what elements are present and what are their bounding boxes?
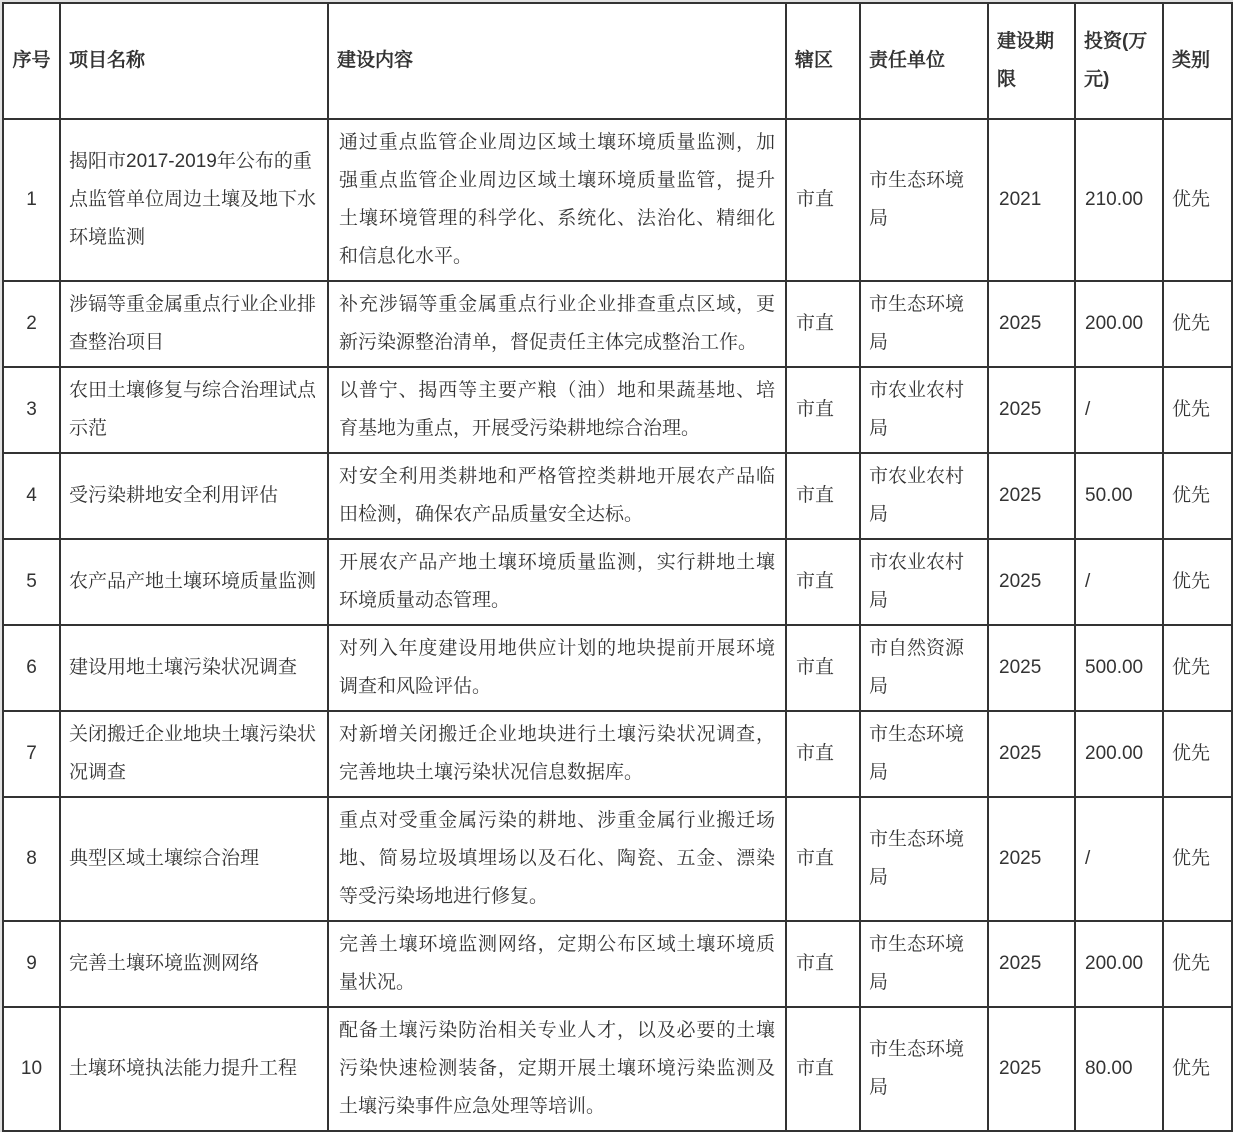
cell-investment: 200.00 [1075, 921, 1163, 1007]
cell-unit: 市生态环境局 [860, 797, 988, 921]
cell-category: 优先 [1163, 367, 1232, 453]
cell-district: 市直 [786, 453, 860, 539]
cell-category: 优先 [1163, 539, 1232, 625]
cell-name: 完善土壤环境监测网络 [60, 921, 328, 1007]
cell-period: 2025 [988, 921, 1075, 1007]
cell-period: 2025 [988, 625, 1075, 711]
cell-index: 10 [3, 1007, 60, 1131]
cell-unit: 市农业农村局 [860, 453, 988, 539]
cell-unit: 市生态环境局 [860, 1007, 988, 1131]
table-row [3, 921, 1232, 1007]
table-row [3, 625, 1232, 711]
cell-index: 3 [3, 367, 60, 453]
col-header-content: 建设内容 [328, 3, 786, 119]
cell-period: 2025 [988, 1007, 1075, 1131]
cell-content: 对新增关闭搬迁企业地块进行土壤污染状况调查，完善地块土壤污染状况信息数据库。 [328, 711, 786, 797]
header-row [3, 3, 1232, 119]
cell-index: 1 [3, 119, 60, 281]
cell-district: 市直 [786, 1007, 860, 1131]
cell-district: 市直 [786, 539, 860, 625]
cell-investment: / [1075, 797, 1163, 921]
cell-category: 优先 [1163, 797, 1232, 921]
cell-index: 4 [3, 453, 60, 539]
cell-category: 优先 [1163, 711, 1232, 797]
cell-investment: 210.00 [1075, 119, 1163, 281]
cell-name: 受污染耕地安全利用评估 [60, 453, 328, 539]
cell-content: 完善土壤环境监测网络，定期公布区域土壤环境质量状况。 [328, 921, 786, 1007]
cell-category: 优先 [1163, 625, 1232, 711]
cell-content: 开展农产品产地土壤环境质量监测，实行耕地土壤环境质量动态管理。 [328, 539, 786, 625]
projects-table [2, 2, 1233, 1132]
cell-investment: / [1075, 367, 1163, 453]
table-row [3, 119, 1232, 281]
cell-unit: 市生态环境局 [860, 921, 988, 1007]
col-header-index: 序号 [3, 3, 60, 119]
cell-content: 对列入年度建设用地供应计划的地块提前开展环境调查和风险评估。 [328, 625, 786, 711]
cell-period: 2025 [988, 711, 1075, 797]
cell-name: 农田土壤修复与综合治理试点示范 [60, 367, 328, 453]
table-row [3, 1007, 1232, 1131]
cell-category: 优先 [1163, 281, 1232, 367]
cell-name: 土壤环境执法能力提升工程 [60, 1007, 328, 1131]
cell-index: 7 [3, 711, 60, 797]
cell-period: 2025 [988, 539, 1075, 625]
cell-category: 优先 [1163, 453, 1232, 539]
col-header-unit: 责任单位 [860, 3, 988, 119]
cell-name: 揭阳市2017-2019年公布的重点监管单位周边土壤及地下水环境监测 [60, 119, 328, 281]
cell-unit: 市农业农村局 [860, 539, 988, 625]
table-row [3, 453, 1232, 539]
cell-district: 市直 [786, 797, 860, 921]
cell-category: 优先 [1163, 1007, 1232, 1131]
cell-content: 配备土壤污染防治相关专业人才，以及必要的土壤污染快速检测装备，定期开展土壤环境污染监测及土壤污染事件应急处理等培训。 [328, 1007, 786, 1131]
cell-district: 市直 [786, 711, 860, 797]
cell-content: 重点对受重金属污染的耕地、涉重金属行业搬迁场地、简易垃圾填埋场以及石化、陶瓷、五金、漂染等受污染场地进行修复。 [328, 797, 786, 921]
cell-period: 2025 [988, 281, 1075, 367]
cell-index: 8 [3, 797, 60, 921]
cell-period: 2025 [988, 797, 1075, 921]
cell-index: 5 [3, 539, 60, 625]
cell-name: 建设用地土壤污染状况调查 [60, 625, 328, 711]
table-row [3, 281, 1232, 367]
col-header-district: 辖区 [786, 3, 860, 119]
cell-district: 市直 [786, 119, 860, 281]
cell-unit: 市生态环境局 [860, 119, 988, 281]
col-header-period: 建设期限 [988, 3, 1075, 119]
table-row [3, 797, 1232, 921]
col-header-investment: 投资(万元) [1075, 3, 1163, 119]
cell-name: 典型区域土壤综合治理 [60, 797, 328, 921]
cell-index: 9 [3, 921, 60, 1007]
cell-name: 关闭搬迁企业地块土壤污染状况调查 [60, 711, 328, 797]
cell-content: 以普宁、揭西等主要产粮（油）地和果蔬基地、培育基地为重点，开展受污染耕地综合治理。 [328, 367, 786, 453]
cell-unit: 市自然资源局 [860, 625, 988, 711]
col-header-name: 项目名称 [60, 3, 328, 119]
table-row [3, 367, 1232, 453]
cell-district: 市直 [786, 281, 860, 367]
cell-investment: 200.00 [1075, 281, 1163, 367]
cell-content: 对安全利用类耕地和严格管控类耕地开展农产品临田检测，确保农产品质量安全达标。 [328, 453, 786, 539]
cell-category: 优先 [1163, 921, 1232, 1007]
cell-category: 优先 [1163, 119, 1232, 281]
cell-period: 2021 [988, 119, 1075, 281]
cell-unit: 市生态环境局 [860, 281, 988, 367]
col-header-category: 类别 [1163, 3, 1232, 119]
table-row [3, 539, 1232, 625]
cell-investment: 80.00 [1075, 1007, 1163, 1131]
cell-district: 市直 [786, 921, 860, 1007]
cell-period: 2025 [988, 453, 1075, 539]
table-row [3, 711, 1232, 797]
cell-name: 涉镉等重金属重点行业企业排查整治项目 [60, 281, 328, 367]
cell-district: 市直 [786, 367, 860, 453]
cell-unit: 市生态环境局 [860, 711, 988, 797]
cell-period: 2025 [988, 367, 1075, 453]
cell-content: 通过重点监管企业周边区域土壤环境质量监测，加强重点监管企业周边区域土壤环境质量监管，提升土壤环境管理的科学化、系统化、法治化、精细化和信息化水平。 [328, 119, 786, 281]
cell-district: 市直 [786, 625, 860, 711]
cell-investment: 500.00 [1075, 625, 1163, 711]
cell-investment: / [1075, 539, 1163, 625]
cell-investment: 50.00 [1075, 453, 1163, 539]
cell-index: 2 [3, 281, 60, 367]
cell-index: 6 [3, 625, 60, 711]
cell-unit: 市农业农村局 [860, 367, 988, 453]
cell-name: 农产品产地土壤环境质量监测 [60, 539, 328, 625]
cell-investment: 200.00 [1075, 711, 1163, 797]
cell-content: 补充涉镉等重金属重点行业企业排查重点区域，更新污染源整治清单，督促责任主体完成整治工作。 [328, 281, 786, 367]
